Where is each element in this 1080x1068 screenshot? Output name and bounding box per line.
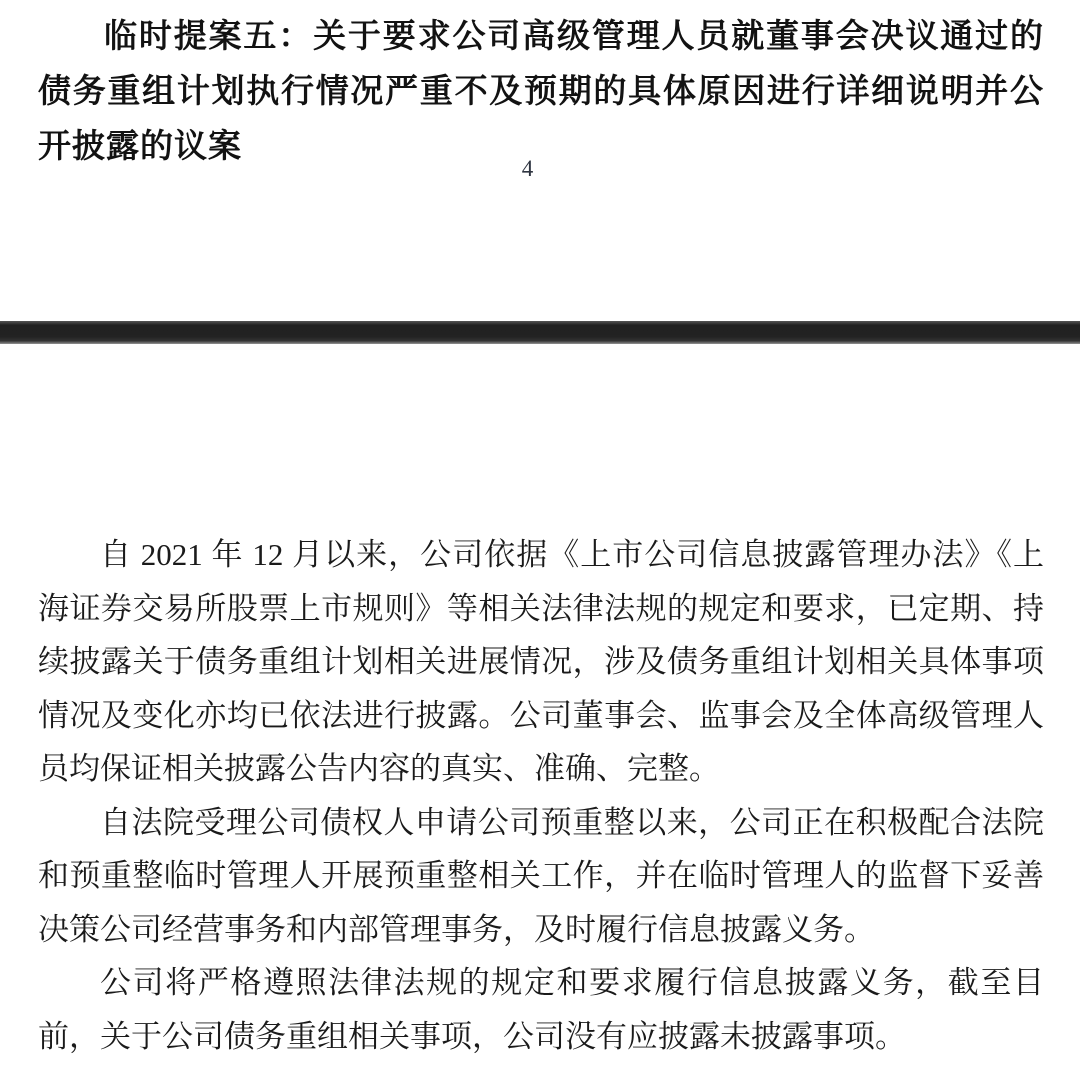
document-body bbox=[38, 528, 1044, 1063]
paragraph: 自法院受理公司债权人申请公司预重整以来，公司正在积极配合法院和预重整临时管理人开展预重整相关工作，并在临时管理人的监督下妥善决策公司经营事务和内部管理事务，及时履行信息披露义务。 bbox=[38, 804, 1044, 947]
proposal-heading: 临时提案五：关于要求公司高级管理人员就董事会决议通过的债务重组计划执行情况严重不及预期的具体原因进行详细说明并公开披露的议案 bbox=[38, 17, 1044, 164]
paragraph: 公司将严格遵照法律法规的规定和要求履行信息披露义务，截至目前，关于公司债务重组相关事项，公司没有应披露未披露事项。 bbox=[38, 965, 1044, 1054]
page-number: 4 bbox=[521, 156, 534, 181]
page-separator-bar bbox=[0, 321, 1080, 344]
paragraph: 自 2021 年 12 月以来，公司依据《上市公司信息披露管理办法》《上海证券交易所股票上市规则》等相关法律法规的规定和要求，已定期、持续披露关于债务重组计划相关进展情况，涉及债务重组计划相关具体事项情况及变化亦均已依法进行披露。公司董事会、监事会及全体高级管理人员均保证相关披露公告内容的真实、准确、完整。 bbox=[38, 537, 1044, 786]
